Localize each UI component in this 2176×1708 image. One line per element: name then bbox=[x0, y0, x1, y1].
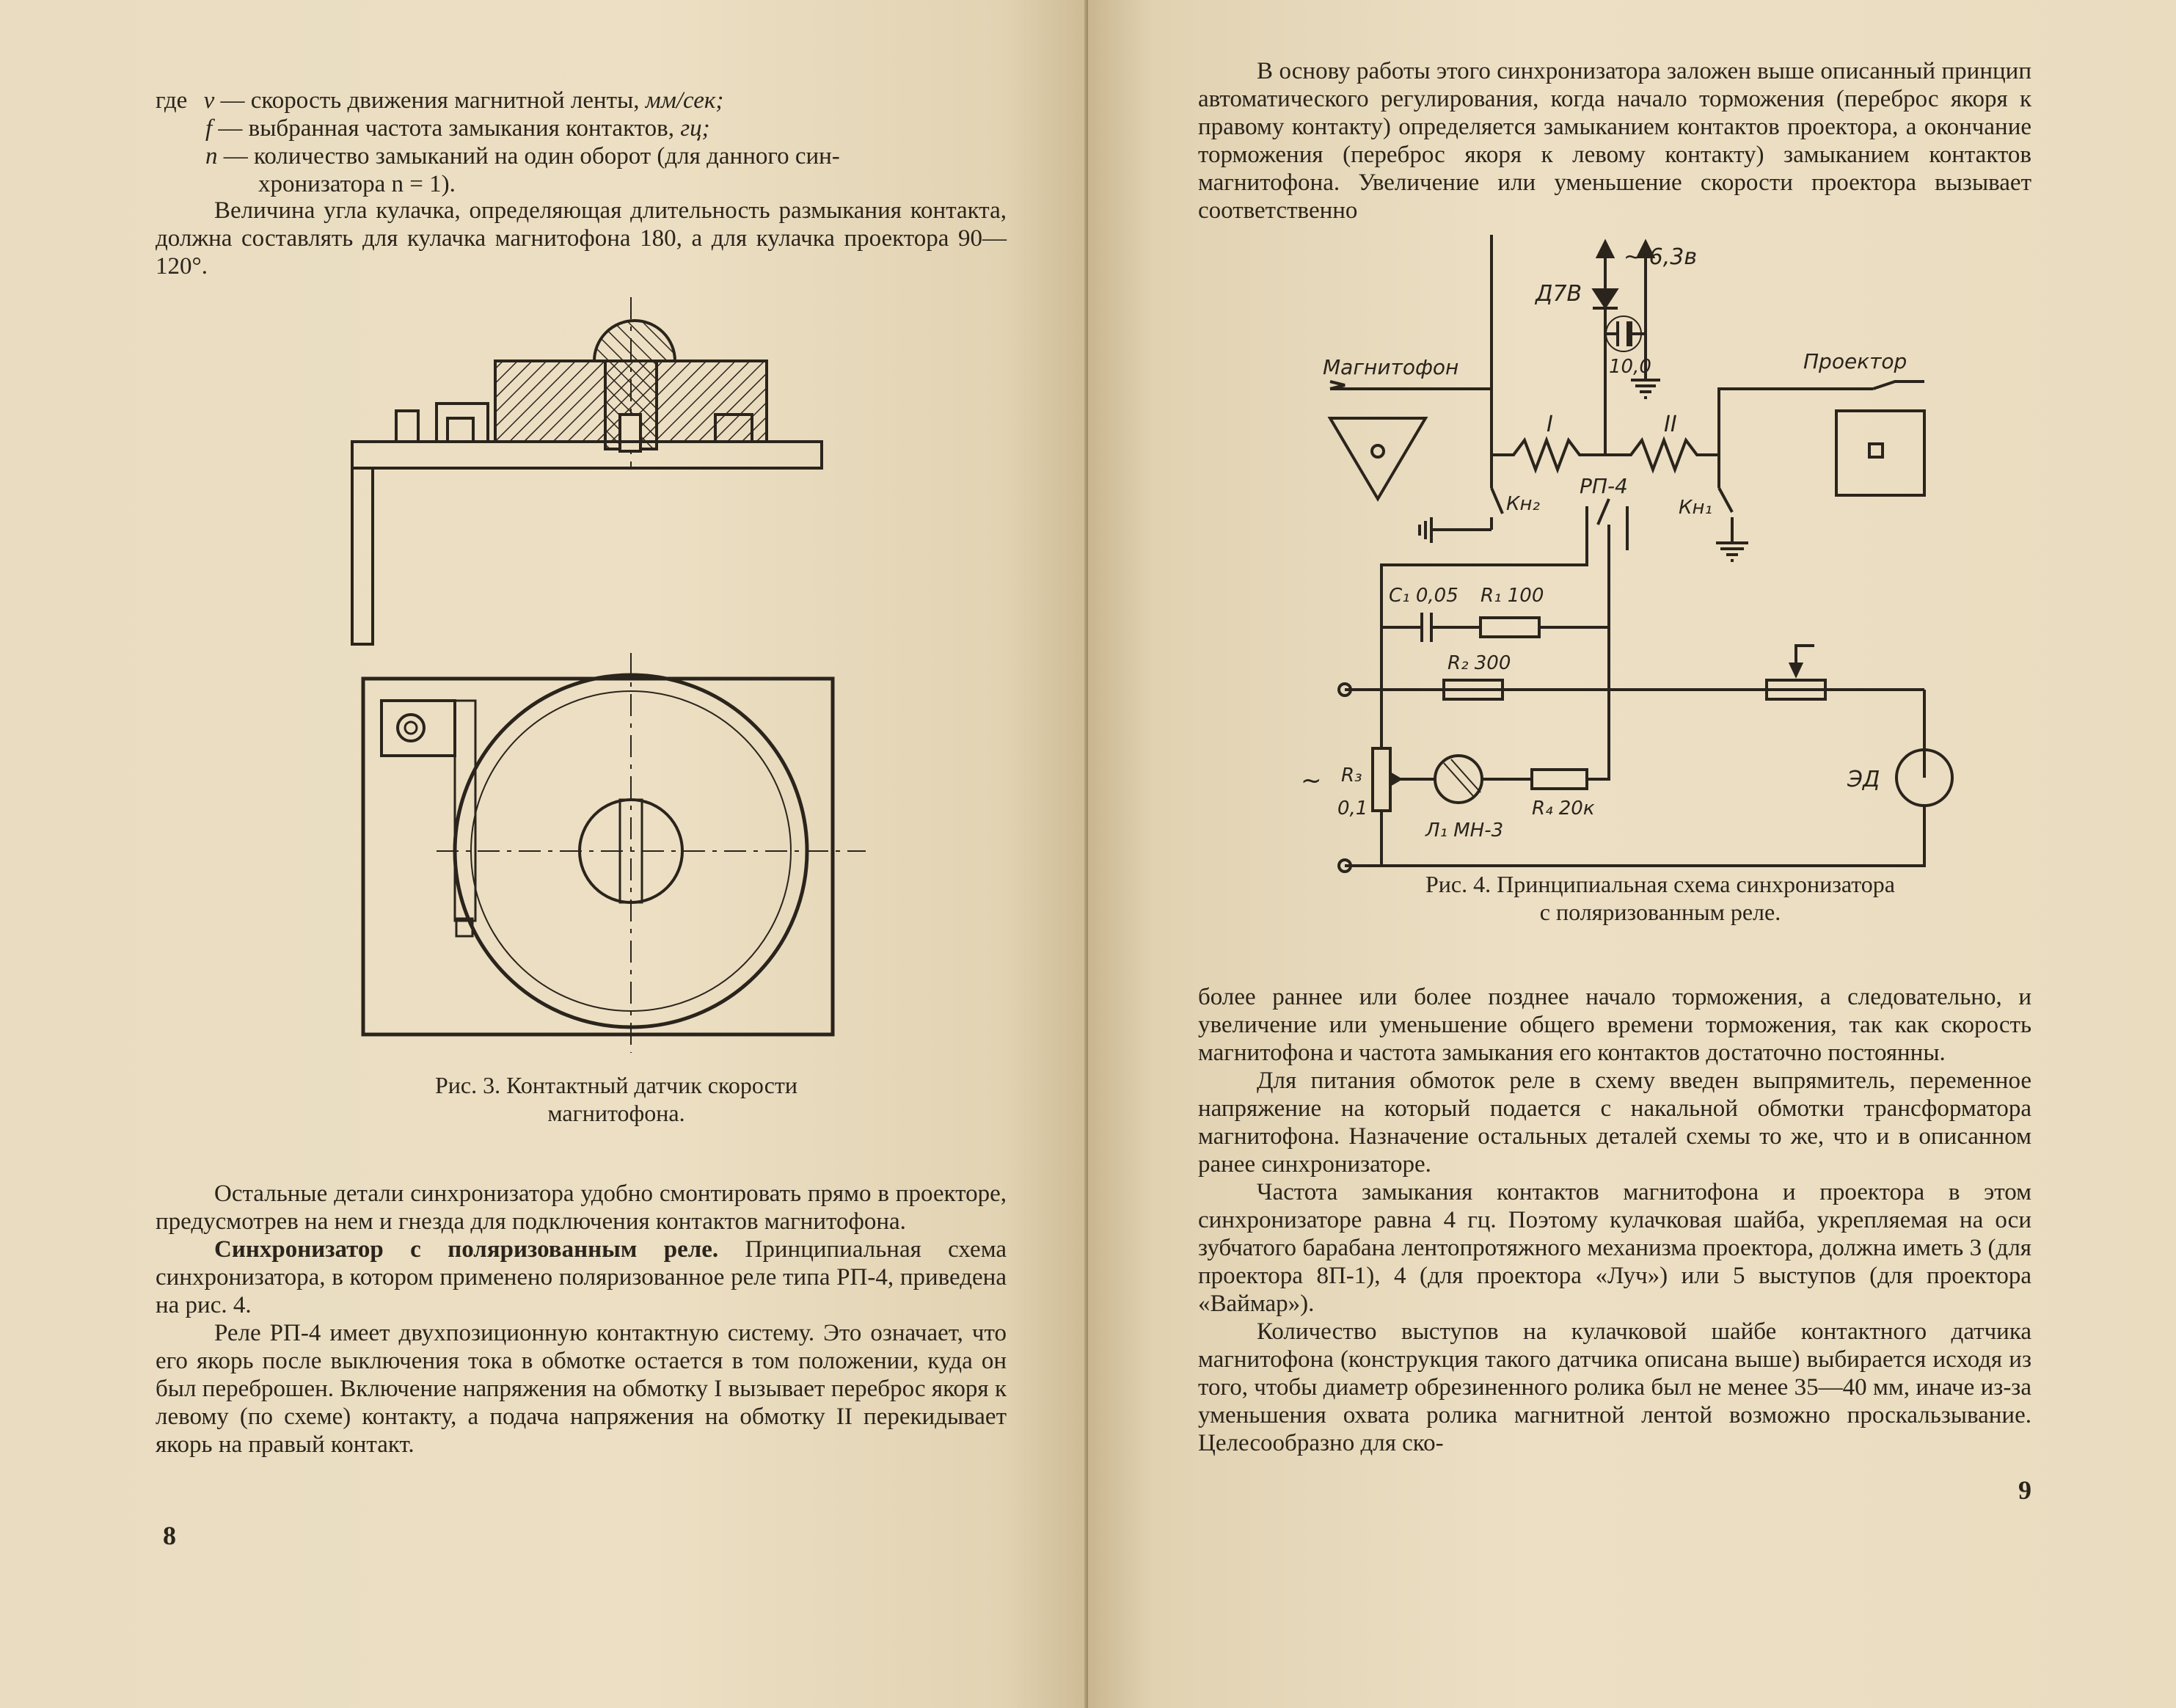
side-view bbox=[352, 297, 822, 644]
definition-text: — скорость движения магнитной ленты, bbox=[220, 87, 646, 114]
label-proektor: Проектор bbox=[1803, 349, 1907, 373]
label-kn1: Кн₁ bbox=[1679, 497, 1712, 519]
definition-symbol: v bbox=[203, 87, 215, 114]
figure-3-speed-sensor bbox=[323, 293, 910, 1056]
definition-text: — выбранная частота замыкания контактов, bbox=[218, 115, 681, 142]
label-r4: R₄ 20к bbox=[1532, 798, 1595, 820]
definition-text: — количество замыканий на один оборот (для данного син- bbox=[223, 143, 840, 169]
definition-v bbox=[156, 87, 1007, 114]
section-heading: Синхронизатор с поляризованным реле. bbox=[214, 1236, 719, 1263]
definition-unit: гц; bbox=[680, 115, 710, 142]
label-supply: ~ 6,3в bbox=[1624, 244, 1698, 270]
caption-line: Рис. 3. Контактный датчик скорости bbox=[434, 1072, 798, 1098]
figure-4-caption bbox=[1308, 870, 2012, 926]
paragraph-text: Реле РП-4 имеет двухпозиционную контактную систему. Это означает, что его якорь после выключения тока в обмотке остается в том положении, куда он был переброшен. Включение напряжения на обмотку I вызывает переброс якоря к левому (по схеме) контакту, а подача напряжения на обмотку II перекидывает якорь на правый контакт. bbox=[156, 1320, 1007, 1458]
definition-lead: где bbox=[156, 87, 188, 114]
paragraph-text: Остальные детали синхронизатора удобно смонтировать прямо в проекторе, предусмотрев на нем и гнезда для подключения контактов магнитофона. bbox=[156, 1180, 1007, 1235]
label-winding-1: I bbox=[1547, 412, 1553, 437]
definition-symbol: n bbox=[205, 143, 218, 169]
paragraph-cam-angle bbox=[156, 197, 1007, 280]
paragraph-text: Количество выступов на кулачковой шайбе контактного датчика магнитофона (конструкция такого датчика описана выше) выбирается исходя из того, чтобы диаметр обрезиненного ролика был не менее 35—40 мм, иначе из-за уменьшения охвата ролика магнитной лентой возможно проскальзывание. Целесообразно для ско- bbox=[1198, 1318, 2031, 1456]
definition-symbol: f bbox=[205, 115, 213, 142]
label-ac: ~ bbox=[1301, 766, 1322, 795]
definition-unit: мм/сек; bbox=[645, 87, 724, 114]
label-lamp: Л₁ МН-3 bbox=[1425, 820, 1504, 842]
paragraph-text: Величина угла кулачка, определяющая длительность размыкания контакта, должна составлять для кулачка магнитофона 180, а для кулачка проектора 90—120°. bbox=[156, 197, 1007, 280]
paragraph-text: Принципиальная схема синхронизатора, в котором применено поляризованное реле типа РП-4, приведена на рис. 4. bbox=[156, 1236, 1007, 1318]
paragraph-text: Частота замыкания контактов магнитофона и проектора в этом синхронизаторе равна 4 гц. Поэтому кулачковая шайба, укрепляемая на оси зубчатого барабана лентопротяжного механизма проектора, должна иметь 3 (для проектора 8П-1), 4 (для проектора «Луч») или 5 выступов (для проектора «Ваймар»). bbox=[1198, 1179, 2031, 1317]
definition-f bbox=[156, 114, 1007, 142]
top-view bbox=[363, 653, 866, 1053]
label-r3-value: 0,1 bbox=[1337, 798, 1368, 820]
label-r1: R₁ 100 bbox=[1481, 585, 1544, 607]
caption-line: Рис. 4. Принципиальная схема синхронизатора bbox=[1425, 871, 1895, 897]
right-page bbox=[1088, 0, 2176, 1708]
label-cap: 10,0 bbox=[1609, 356, 1651, 378]
label-kn2: Кн₂ bbox=[1506, 493, 1540, 515]
paragraph-text: Для питания обмоток реле в схему введен выпрямитель, переменное напряжение на который подается с накальной обмотки трансформатора магнитофона. Назначение остальных деталей схемы то же, что и в описанном ранее синхронизаторе. bbox=[1198, 1068, 2031, 1178]
paragraph-continuation bbox=[1198, 983, 2031, 1457]
label-winding-2: II bbox=[1664, 412, 1677, 437]
caption-line: с поляризованным реле. bbox=[1539, 899, 1781, 925]
definition-n bbox=[156, 142, 1007, 170]
caption-line: магнитофона. bbox=[547, 1100, 685, 1126]
paragraph-mounting bbox=[156, 1180, 1007, 1459]
label-r2: R₂ 300 bbox=[1447, 652, 1511, 674]
page-number-right: 9 bbox=[2018, 1475, 2031, 1505]
definition-continuation: хронизатора n = 1). bbox=[258, 171, 456, 197]
figure-4-schematic bbox=[1301, 235, 2005, 873]
variable-definitions bbox=[156, 87, 1007, 198]
paragraph-principle bbox=[1198, 57, 2031, 225]
label-magnetofon: Магнитофон bbox=[1323, 355, 1459, 379]
label-motor: ЭД bbox=[1847, 767, 1880, 792]
label-diode: Д7В bbox=[1536, 281, 1582, 307]
label-c1: C₁ 0,05 bbox=[1389, 585, 1458, 607]
label-r3: R₃ bbox=[1341, 764, 1362, 787]
page-number-left: 8 bbox=[163, 1521, 176, 1550]
figure-3-caption bbox=[323, 1071, 910, 1127]
paragraph-text: В основу работы этого синхронизатора заложен выше описанный принцип автоматического регулирования, когда начало торможения (переброс якоря к правому контакту) определяется замыканием контактов проектора, а окончание торможения (переброс якоря к левому контакту) замыканием контактов магнитофона. Увеличение или уменьшение скорости проектора вызывает соответственно bbox=[1198, 58, 2031, 224]
label-relay: РП-4 bbox=[1580, 474, 1628, 498]
paragraph-text: более раннее или более позднее начало торможения, а следовательно, и увеличение или уменьшение общего времени торможения, так как скорость магнитофона и частота замыкания его контактов достаточно постоянны. bbox=[1198, 984, 2031, 1066]
